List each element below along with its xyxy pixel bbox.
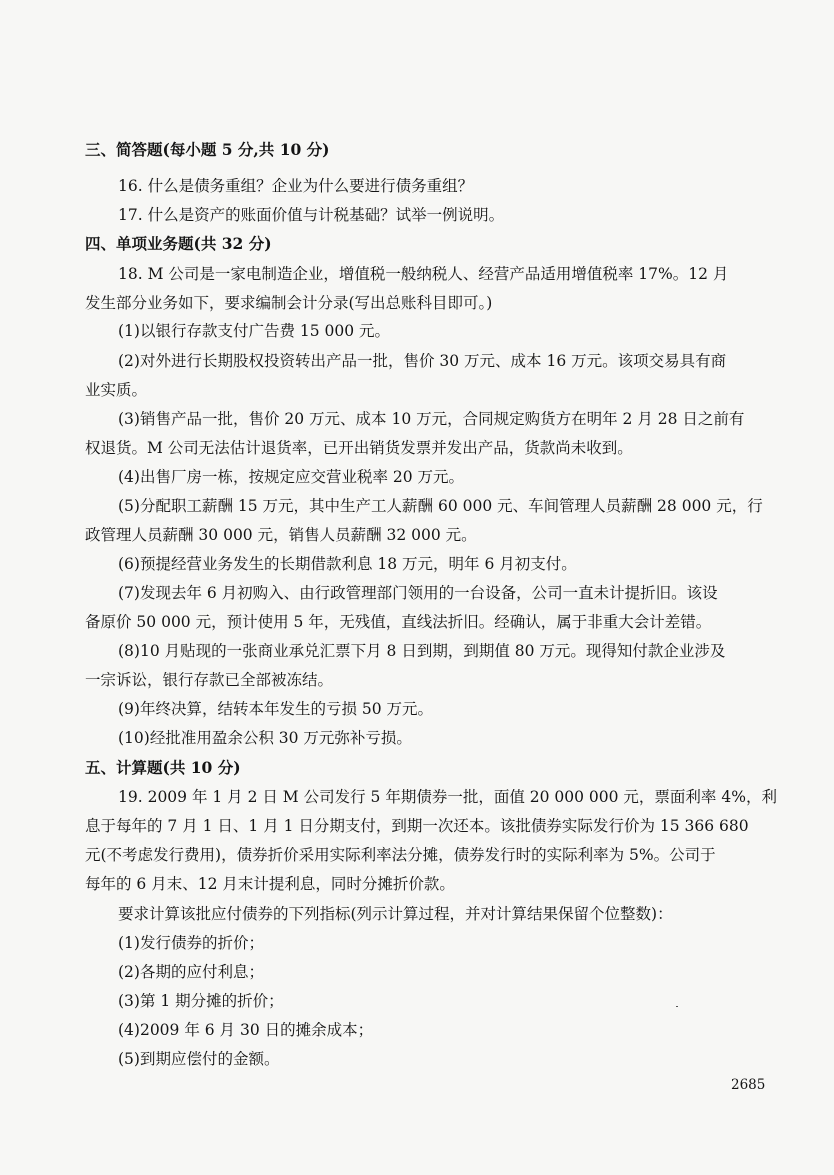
q18-item-9: (9)年终决算，结转本年发生的亏损 50 万元。: [118, 700, 434, 718]
question-19-line-1: 19. 2009 年 1 月 2 日 M 公司发行 5 年期债券一批，面值 20 000 000 元，票面利率 4%，利: [118, 788, 777, 806]
question-18-line-1: 18. M 公司是一家电制造企业，增值税一般纳税人、经营产品适用增值税率 17%。12 月: [118, 265, 729, 283]
page-number: 2685: [731, 1077, 766, 1093]
q18-item-3-line-2: 权退货。M 公司无法估计退货率，已开出销货发票并发出产品，货款尚未收到。: [85, 439, 633, 457]
section-5-title: 五、计算题(共 10 分): [85, 758, 241, 777]
q19-req-3: (3)第 1 期分摊的折价；: [118, 992, 284, 1010]
section-4-title: 四、单项业务题(共 32 分): [85, 234, 272, 253]
question-18-line-2: 发生部分业务如下，要求编制会计分录(写出总账科目即可。): [85, 294, 493, 312]
question-16: 16. 什么是债务重组？企业为什么要进行债务重组？: [118, 177, 474, 195]
q18-item-6: (6)预提经营业务发生的长期借款利息 18 万元，明年 6 月初支付。: [118, 555, 577, 573]
q18-item-3-line-1: (3)销售产品一批，售价 20 万元、成本 10 万元，合同规定购货方在明年 2 月 28 日之前有: [118, 410, 745, 428]
q19-req-4: (4)2009 年 6 月 30 日的摊余成本；: [118, 1021, 374, 1039]
q19-requirement: 要求计算该批应付债券的下列指标(列示计算过程，并对计算结果保留个位整数)：: [118, 905, 673, 923]
question-17: 17. 什么是资产的账面价值与计税基础？试举一例说明。: [118, 206, 505, 224]
q18-item-5-line-1: (5)分配职工薪酬 15 万元，其中生产工人薪酬 60 000 元、车间管理人员薪酬 28 000 元，行: [118, 497, 763, 515]
q18-item-7-line-1: (7)发现去年 6 月初购入、由行政管理部门领用的一台设备，公司一直未计提折旧。该设: [118, 584, 718, 602]
q19-req-5: (5)到期应偿付的金额。: [118, 1050, 280, 1068]
q18-item-8-line-1: (8)10 月贴现的一张商业承兑汇票下月 8 日到期，到期值 80 万元。现得知付款企业涉及: [118, 642, 726, 660]
q18-item-4: (4)出售厂房一栋，按规定应交营业税率 20 万元。: [118, 468, 465, 486]
question-19-line-3: 元(不考虑发行费用)，债券折价采用实际利率法分摊，债券发行时的实际利率为 5%。公司于: [85, 846, 716, 864]
scan-speck: [676, 1006, 678, 1007]
section-3-title: 三、简答题(每小题 5 分,共 10 分): [85, 140, 330, 159]
q18-item-10: (10)经批准用盈余公积 30 万元弥补亏损。: [118, 729, 412, 747]
q19-req-1: (1)发行债券的折价；: [118, 934, 264, 952]
q18-item-1: (1)以银行存款支付广告费 15 000 元。: [118, 322, 391, 340]
q18-item-5-line-2: 政管理人员薪酬 30 000 元，销售人员薪酬 32 000 元。: [85, 526, 477, 544]
question-19-line-2: 息于每年的 7 月 1 日、1 月 1 日分期支付，到期一次还本。该批债券实际发行价为 15 366 680: [85, 817, 749, 835]
q18-item-7-line-2: 备原价 50 000 元，预计使用 5 年，无残值，直线法折旧。经确认，属于非重大会计差错。: [85, 613, 712, 631]
q19-req-2: (2)各期的应付利息；: [118, 963, 264, 981]
question-19-line-4: 每年的 6 月末、12 月末计提利息，同时分摊折价款。: [85, 875, 455, 893]
q18-item-8-line-2: 一宗诉讼，银行存款已全部被冻结。: [85, 671, 334, 689]
q18-item-2-line-2: 业实质。: [85, 381, 148, 399]
q18-item-2-line-1: (2)对外进行长期股权投资转出产品一批，售价 30 万元、成本 16 万元。该项交易具有商: [118, 352, 727, 370]
